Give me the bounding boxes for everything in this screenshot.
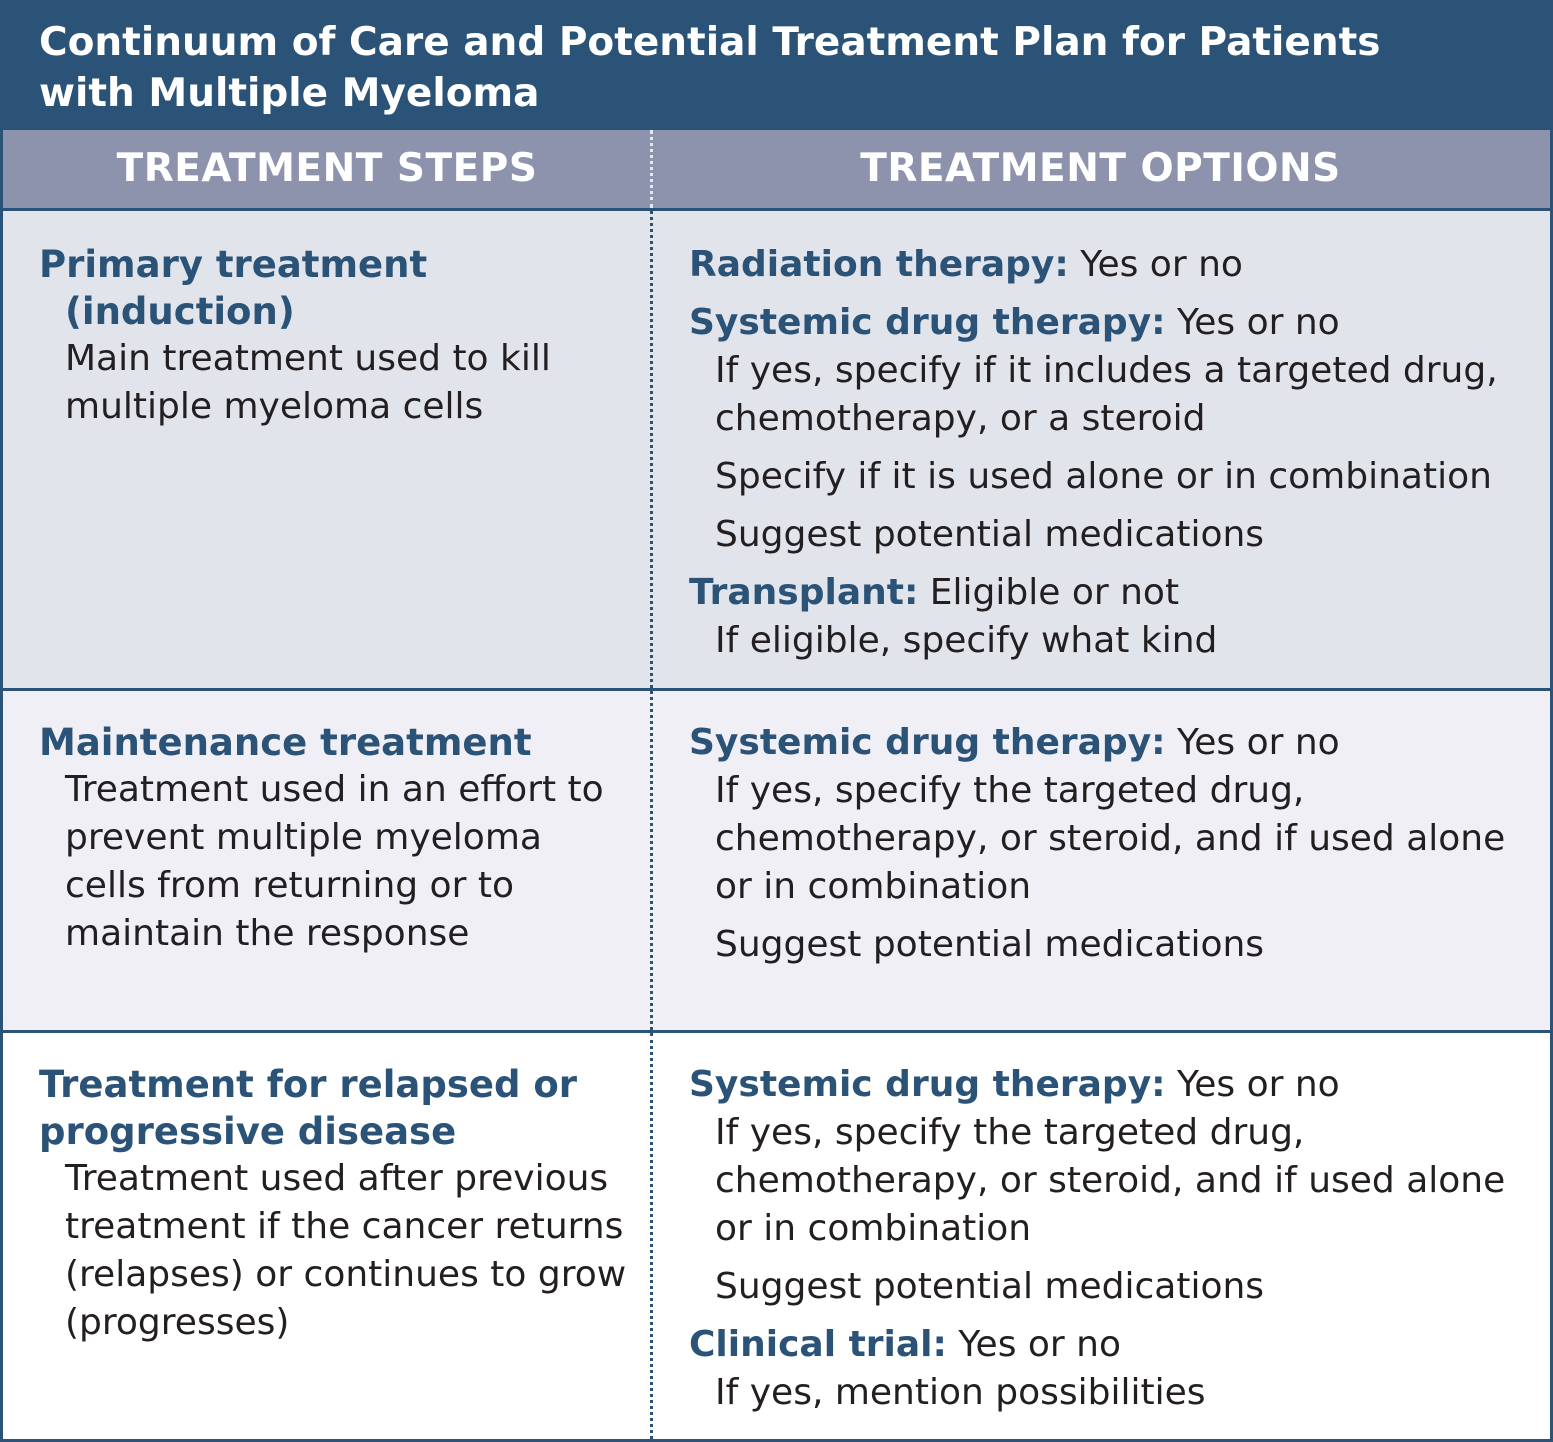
option-subitem: If yes, specify if it includes a targeted drug, chemotherapy, or a steroid [715,350,1498,439]
step-title [39,1061,629,1155]
steps-cell [39,1061,629,1347]
option-value: Yes or no [1165,302,1340,343]
option-subitem: If yes, specify the targeted drug, chemotherapy, or steroid, and if used alone or in combination [715,770,1506,907]
option-clinical-trial [689,1321,1539,1369]
column-header-steps: TREATMENT STEPS [116,146,538,191]
step-description: Main treatment used to kill multiple myeloma cells [65,338,551,427]
step-title-line1: Treatment for relapsed or [39,1063,577,1106]
table-title-line2: with Multiple Myeloma [39,71,540,116]
options-cell [689,241,1539,665]
column-header-options: TREATMENT OPTIONS [860,146,1341,191]
option-subitem: Suggest potential medications [715,514,1265,555]
column-divider [650,1033,653,1439]
table-row-primary [3,211,1550,691]
step-title: Maintenance treatment [39,721,532,764]
table-title-line1: Continuum of Care and Potential Treatment Plan for Patients [39,20,1381,65]
table-row-relapsed [3,1033,1550,1439]
table-row-maintenance [3,691,1550,1033]
option-label: Systemic drug therapy: [689,722,1166,763]
option-subitem: If yes, mention possibilities [715,1372,1206,1413]
option-subitem: Suggest potential medications [715,924,1265,965]
column-divider [650,691,653,1030]
table-title [3,3,1550,127]
option-label: Systemic drug therapy: [689,1064,1166,1105]
option-value: Yes or no [1068,244,1243,285]
option-label: Clinical trial: [689,1324,947,1365]
option-value: Eligible or not [918,572,1180,613]
option-transplant [689,569,1539,617]
option-subitem: If yes, specify the targeted drug, chemotherapy, or steroid, and if used alone or in combination [715,1112,1506,1249]
step-title-line2: (induction) [65,290,295,333]
options-cell [689,1061,1539,1417]
option-label: Radiation therapy: [689,244,1069,285]
option-value: Yes or no [1165,722,1340,763]
option-subitem: If eligible, specify what kind [715,620,1218,661]
option-systemic [689,719,1539,767]
column-header-row [3,127,1550,211]
step-description: Treatment used after previous treatment if the cancer returns (relapses) or continues to grow (progresses) [65,1158,627,1343]
column-divider [650,211,653,688]
option-label: Transplant: [689,572,919,613]
option-value: Yes or no [1165,1064,1340,1105]
step-title-line2: progressive disease [39,1110,457,1153]
option-subitem: Suggest potential medications [715,1266,1265,1307]
step-title-line1: Primary treatment [39,243,428,286]
step-title [39,241,629,335]
option-subitem: Specify if it is used alone or in combination [715,456,1492,497]
options-cell [689,719,1539,969]
steps-cell [39,241,629,431]
steps-cell [39,719,629,958]
option-systemic [689,1061,1539,1109]
option-radiation [689,241,1539,289]
step-description: Treatment used in an effort to prevent multiple myeloma cells from returning or to maintain the response [65,769,604,954]
option-value: Yes or no [946,1324,1122,1365]
option-label: Systemic drug therapy: [689,302,1166,343]
option-systemic [689,299,1539,347]
